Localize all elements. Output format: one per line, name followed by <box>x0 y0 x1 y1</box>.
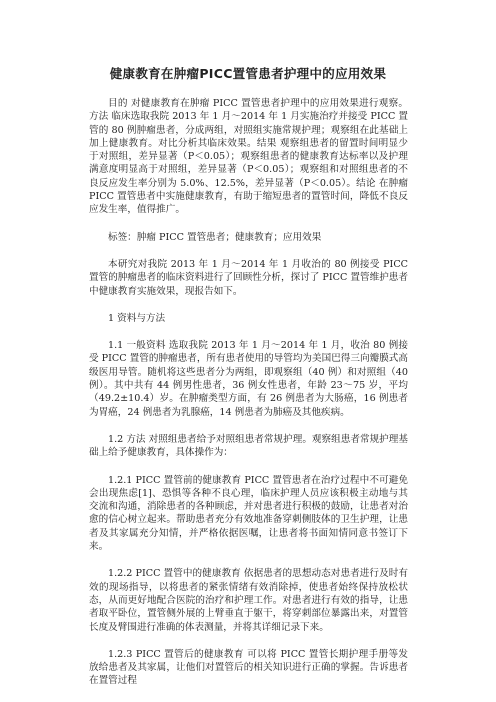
general-data-paragraph: 1.1 一般资料 选取我院 2013 年 1 月～2014 年 1 月，收治 80 例接受 PICC 置管的肿瘤患者，所有患者使用的导管均为美国巴得三向瓣膜式高级医用导管。随机将这些患者分为两组，即观察组（40 例）和对照组（40 例）。其中共有 44 例男性患者，36 例女性患者，年龄 23～75 岁，平均（49.2±10.4）岁。在肿瘤类型方面，有 26 例患者为大肠癌，16 例患者为胃癌，24 例患者为乳腺癌，14 例患者为肺癌及其他疾病。 <box>89 340 408 418</box>
post-insertion-education-paragraph: 1.2.3 PICC 置管后的健康教育 可以将 PICC 置管长期护理手册等发放给患者及其家属，让他们对置管后的相关知识进行正确的掌握。告诉患者在置管过程 <box>89 648 408 687</box>
section-heading-materials-methods: 1 资料与方法 <box>108 312 166 324</box>
pre-insertion-education-paragraph: 1.2.1 PICC 置管前的健康教育 PICC 置管患者在治疗过程中不可避免会出现焦虑[1]、恐惧等各种不良心理，临床护理人员应该积极主动地与其交流和沟通，消除患者的各种顾虑，并对患者进行积极的鼓励，让患者对治愈的信心树立起来。帮助患者充分有效地准备穿刺侧肢体的卫生护理，让患者及其家属充分知情，并严格依据医嘱，让患者将书面知情同意书签订下来。 <box>89 474 408 553</box>
keywords-paragraph: 标签：肿瘤 PICC 置管患者；健康教育；应用效果 <box>108 231 322 243</box>
abstract-paragraph: 目的 对健康教育在肿瘤 PICC 置管患者护理中的应用效果进行观察。方法 临床选取我院 2013 年 1 月～2014 年 1 月实施治疗并接受 PICC 置管的 80 例肿瘤患者，分成两组，对照组实施常规护理；观察组在此基础上加上健康教育。对比分析其临床效果。结果 观察组患者的留置时间明显少于对照组，差异显著（P＜0.05）；观察组患者的健康教育达标率以及护理满意度明显高于对照组，差异显著（P＜0.05）；观察组和对照组患者的不良反应发生率分别为 5.0%、12.5%，差异显著（P＜0.05）。结论 在肿瘤 PICC 置管患者中实施健康教育，有助于缩短患者的置管时间，降低不良反应发生率，值得推广。 <box>89 98 408 216</box>
intro-paragraph: 本研究对我院 2013 年 1 月～2014 年 1 月收治的 80 例接受 PICC 置管的肿瘤患者的临床资料进行了回顾性分析，探讨了 PICC 置管维护患者中健康教育实施效果，现报告如下。 <box>89 258 408 297</box>
methods-paragraph: 1.2 方法 对照组患者给予对照组患者常规护理。观察组患者常规护理基础上给予健康教育，具体操作为： <box>89 433 408 459</box>
article-title: 健康教育在肿瘤PICC置管患者护理中的应用效果 <box>109 66 387 81</box>
during-insertion-education-paragraph: 1.2.2 PICC 置管中的健康教育 依据患者的思想动态对患者进行及时有效的现场指导，以将患者的紧张情绪有效消除掉，使患者始终保持放松状态，从而更好地配合医院的治疗和护理工作。对患者进行有效的指导，让患者取平卧位，置管侧外展的上臂垂直于躯干，将穿刺部位暴露出来，对置管长度及臂围进行准确的体表测量，并将其详细记录下来。 <box>89 568 408 633</box>
article-body <box>89 97 408 702</box>
